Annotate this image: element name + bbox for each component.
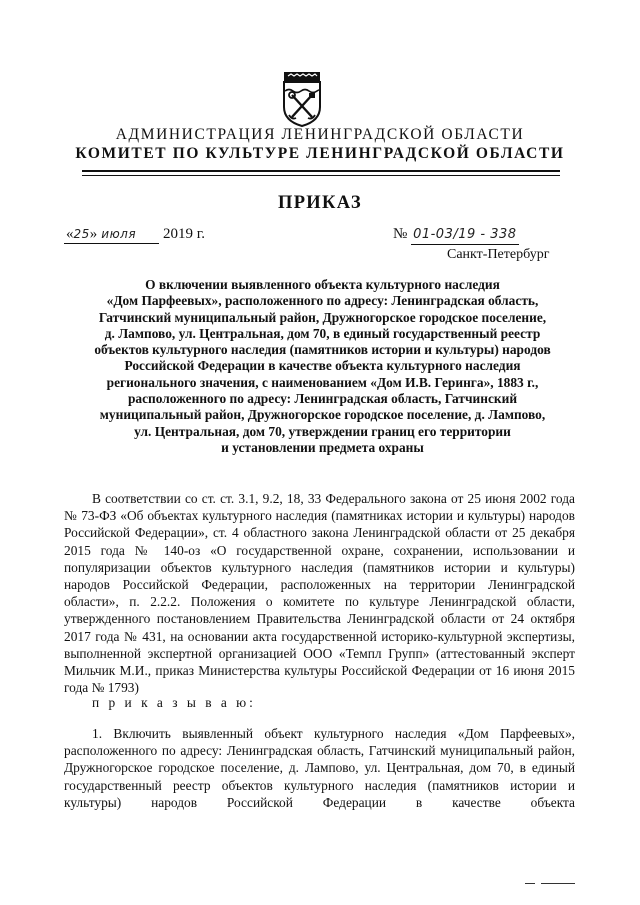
subject-line: О включении выявленного объекта культурного наследия xyxy=(145,277,500,292)
order-subject xyxy=(70,277,575,456)
date-day-field: «25» xyxy=(66,226,98,242)
subject-line: объектов культурного наследия (памятников истории и культуры) народов xyxy=(94,342,551,358)
handwritten-day: 25 xyxy=(73,227,90,241)
handwritten-month: июля xyxy=(99,225,159,244)
subject-line: регионального значения, с наименованием «Дом И.В. Геринга», 1883 г., xyxy=(106,374,539,390)
coat-of-arms-icon xyxy=(281,71,323,127)
footer-mark xyxy=(525,883,535,884)
point-1-paragraph: 1. Включить выявленный объект культурного наследия «Дом Парфеевых», расположенного по адресу: Ленинградская область, Гатчинский муниципальный район, Дружногорское городское поселение, д. Лампово, ул. Центральная, дом 70, в единый государственный реестр объектов культурного наследия (памятников истории и культуры) народов Российской Федерации в качестве объекта xyxy=(64,726,575,810)
preamble-paragraph: В соответствии со ст. ст. 3.1, 9.2, 18, 33 Федерального закона от 25 июня 2002 года № 73-ФЗ «Об объектах культурного наследия (памятниках истории и культуры) народов Российской Федерации», ст. 4 областного закона Ленинградской области от 25 декабря 2015 года № 140-оз «О государственной охране, сохранении, использовании и популяризации объектов культурного наследия (памятников истории и культуры) народов Российской Федерации, расположенных на территории Ленинградской области», п. 2.2.2. Положения о комитете по культуре Ленинградской области, утвержденного постановлением Правительства Ленинградской области от 24 октября 2017 года № 431, на основании акта государственной историко-культурной экспертизы, выполненной экспертной организацией ООО «Темпл Групп» (аттестованный эксперт Мильчик М.И., приказ Министерства культуры Российской Федерации от 16 июня 2015 года № 1793) xyxy=(64,491,575,696)
subject-line: муниципальный район, Дружногорское городское поселение, д. Лампово, xyxy=(99,407,546,423)
subject-line: Российской Федерации в качестве объекта культурного наследия xyxy=(124,358,521,374)
order-directive-word: п р и к а з ы в а ю: xyxy=(92,695,256,710)
subject-line: Гатчинский муниципальный район, Дружногорское городское поселение, xyxy=(98,309,547,325)
header-rule-thick xyxy=(82,170,560,172)
handwritten-order-number: 01-03/19 - 338 xyxy=(411,226,518,245)
order-number-line xyxy=(393,225,519,245)
subject-line: ул. Центральная, дом 70, утверждении границ его территории xyxy=(134,423,511,439)
number-sign: № xyxy=(393,226,408,242)
document-title: ПРИКАЗ xyxy=(278,193,362,213)
date-year: 2019 г. xyxy=(163,226,205,242)
subject-line: и установлении предмета охраны xyxy=(221,439,424,455)
header-rule-thin xyxy=(82,175,560,176)
committee-heading: КОМИТЕТ ПО КУЛЬТУРЕ ЛЕНИНГРАДСКОЙ ОБЛАСТИ xyxy=(75,145,565,162)
subject-line: д. Лампово, ул. Центральная, дом 70, в единый государственный реестр xyxy=(104,325,541,341)
administration-heading: АДМИНИСТРАЦИЯ ЛЕНИНГРАДСКОЙ ОБЛАСТИ xyxy=(115,126,525,143)
subject-line: «Дом Парфеевых», расположенного по адресу: Ленинградская область, xyxy=(106,293,539,309)
date-line xyxy=(64,225,205,244)
subject-line: расположенного по адресу: Ленинградская область, Гатчинский xyxy=(127,391,518,407)
city-name: Санкт-Петербург xyxy=(447,247,550,262)
footer-mark xyxy=(541,883,575,884)
